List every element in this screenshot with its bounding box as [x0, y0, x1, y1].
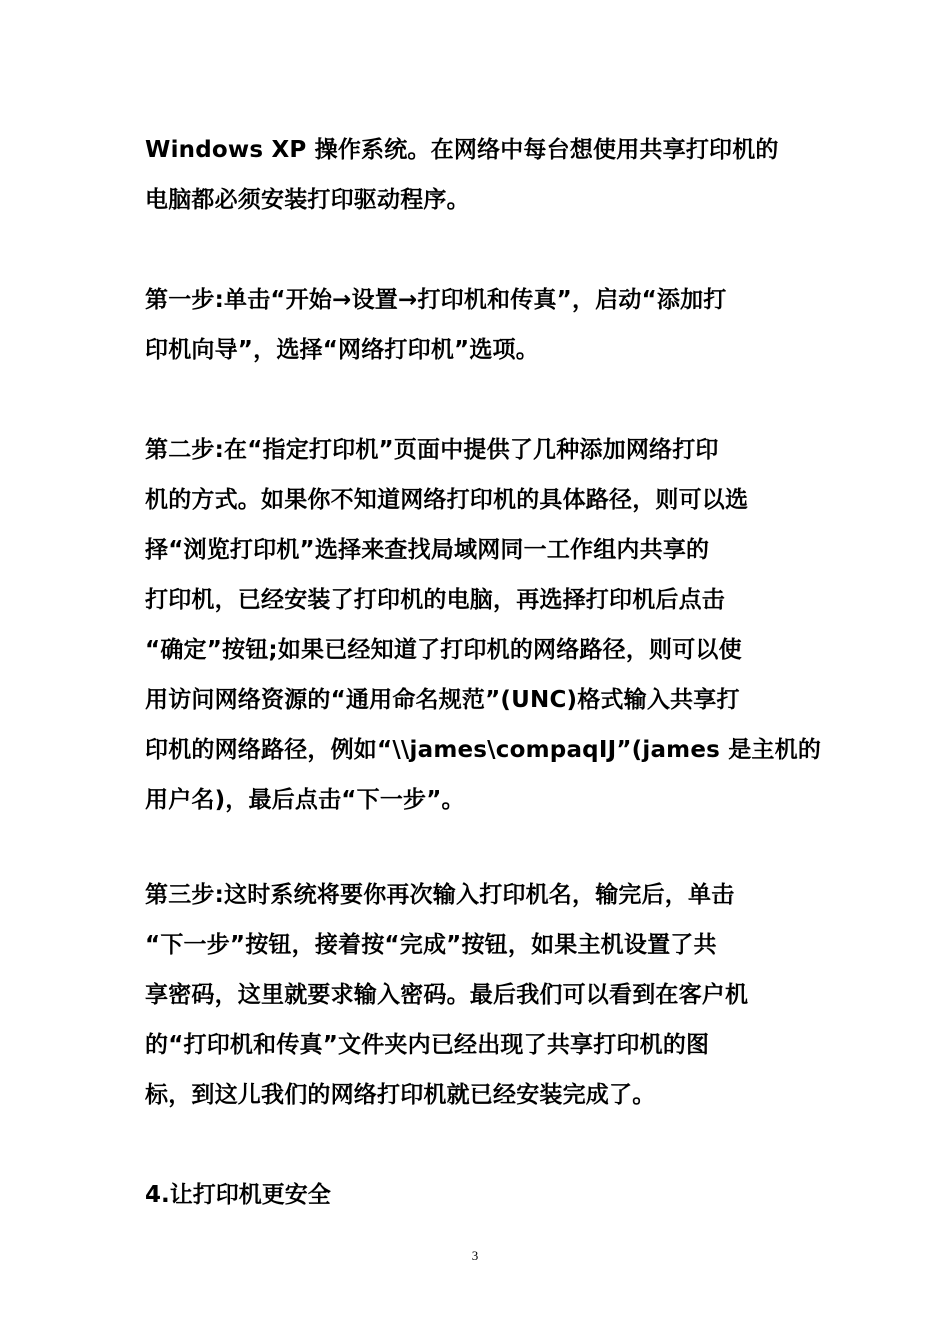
text-line: 印机的网络路径，例如“\\james\compaqIJ”(james 是主机的 — [145, 737, 822, 763]
text-line: Windows XP 操作系统。在网络中每台想使用共享打印机的 — [145, 137, 779, 163]
paragraph-step-2 — [145, 425, 822, 825]
text-line: 第一步:单击“开始→设置→打印机和传真”，启动“添加打 — [145, 287, 727, 313]
text-line: 第三步:这时系统将要你再次输入打印机名，输完后，单击 — [145, 882, 735, 908]
text-line: “下一步”按钮，接着按“完成”按钮，如果主机设置了共 — [145, 932, 717, 958]
paragraph-intro — [145, 125, 810, 225]
text-line: 第二步:在“指定打印机”页面中提供了几种添加网络打印 — [145, 437, 719, 463]
text-line: “确定”按钮;如果已经知道了打印机的网络路径，则可以使 — [145, 637, 742, 663]
text-line: 用访问网络资源的“通用命名规范”(UNC)格式输入共享打 — [145, 687, 740, 713]
text-line: 标，到这儿我们的网络打印机就已经安装完成了。 — [145, 1082, 656, 1108]
text-line: 用户名)，最后点击“下一步”。 — [145, 787, 465, 813]
text-line: 电脑都必须安装打印驱动程序。 — [145, 187, 470, 213]
text-line: 印机向导”，选择“网络打印机”选项。 — [145, 337, 539, 363]
text-line: 择“浏览打印机”选择来查找局域网同一工作组内共享的 — [145, 537, 710, 563]
paragraph-step-1 — [145, 275, 810, 375]
text-line: 机的方式。如果你不知道网络打印机的具体路径，则可以选 — [145, 487, 749, 513]
paragraph-step-3 — [145, 870, 810, 1120]
text-line: 打印机，已经安装了打印机的电脑，再选择打印机后点击 — [145, 587, 725, 613]
text-line: 享密码，这里就要求输入密码。最后我们可以看到在客户机 — [145, 982, 749, 1008]
page-number: 3 — [471, 1248, 479, 1263]
section-heading: 4.让打印机更安全 — [145, 1182, 331, 1208]
text-line: 的“打印机和传真”文件夹内已经出现了共享打印机的图 — [145, 1032, 710, 1058]
